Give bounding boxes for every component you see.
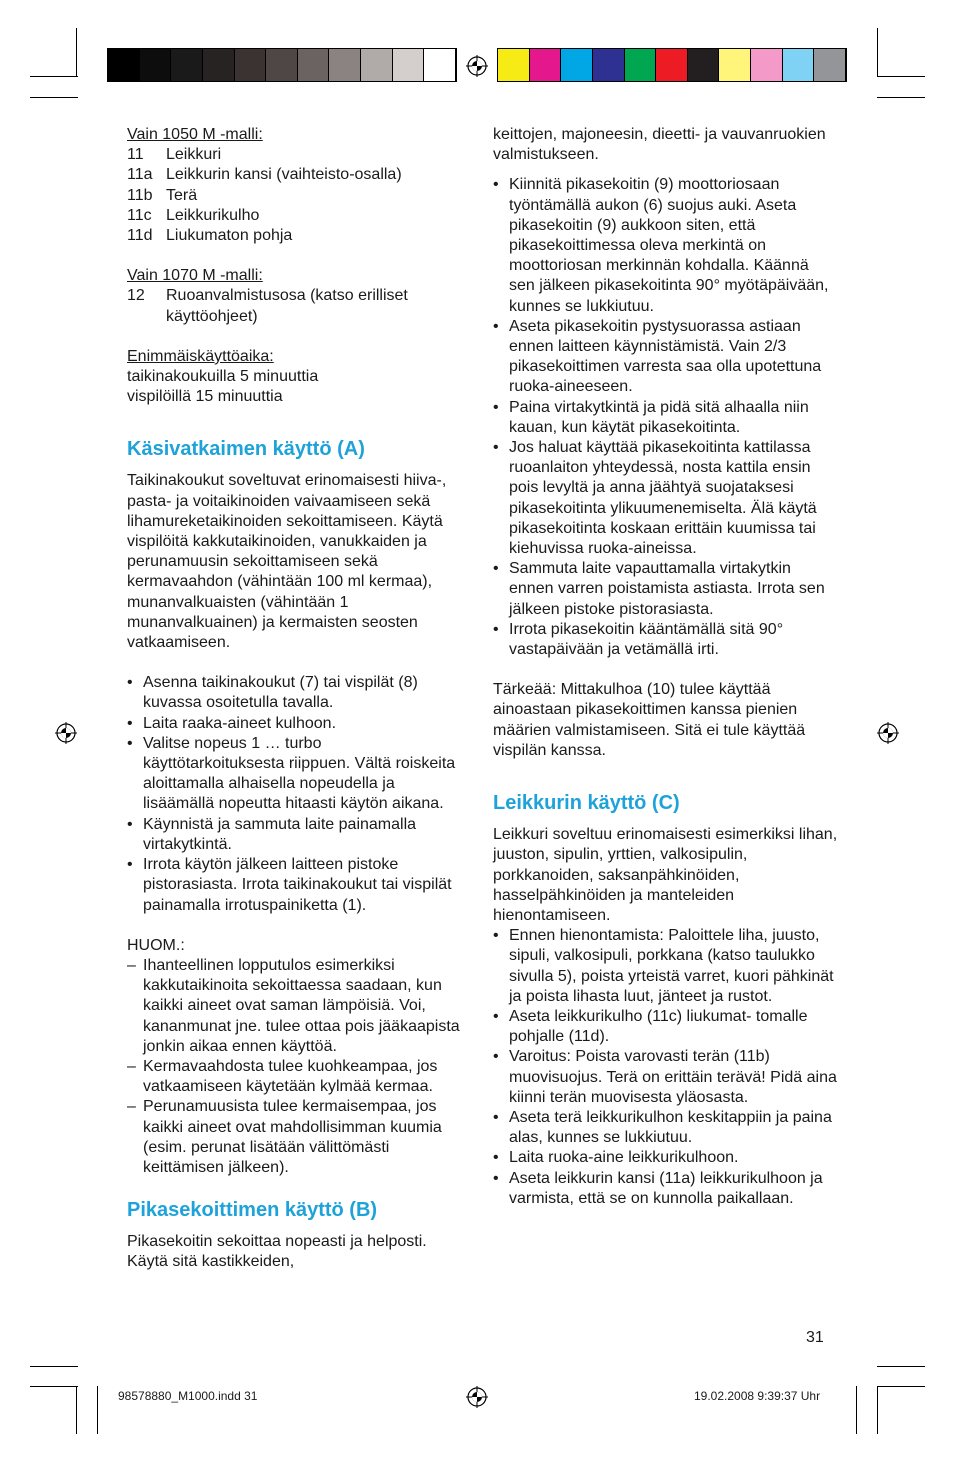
- registration-mark-icon: [55, 722, 77, 744]
- max-use-line: taikinakoukuilla 5 minuuttia: [127, 368, 319, 386]
- color-swatch: [498, 49, 530, 81]
- crop-mark: [877, 1386, 878, 1434]
- crop-mark: [30, 1386, 78, 1387]
- section-a-bullets: [127, 673, 467, 915]
- crop-mark: [877, 76, 925, 77]
- bullet-item: • Aseta leikkurikulho (11c) liukumat- tomalle pohjalle (11d).: [493, 1007, 838, 1047]
- list-item: [127, 145, 467, 165]
- color-swatch: [298, 49, 330, 81]
- note-heading: HUOM.:: [127, 936, 185, 954]
- color-swatch: [656, 49, 688, 81]
- note-item: – Perunamuusista tulee kermaisempaa, jos kaikki aineet ovat mahdollisimman kuumia (esim. perunat lisätään välittömästi keittämisen jälkeen).: [127, 1097, 467, 1178]
- bullet-item: • Varoitus: Poista varovasti terän (11b) muovisuojus. Terä on erittäin terävä! Pidä aina kiinni terän muovisesta yläosasta.: [493, 1047, 838, 1108]
- item-number: 11a: [127, 166, 153, 184]
- page-number: 31: [806, 1329, 824, 1346]
- max-use-heading: Enimmäiskäyttöaika:: [127, 347, 274, 365]
- important-note: Tärkeää: Mittakulhoa (10) tulee käyttää ainoastaan pikasekoittimen kanssa pienien määrien valmistamiseen. Sitä ei tule käyttää vispilän kanssa.: [493, 681, 806, 759]
- crop-mark: [30, 1366, 78, 1367]
- crop-mark: [76, 28, 77, 76]
- color-swatch: [561, 49, 593, 81]
- section-c-bullets: [493, 926, 838, 1209]
- color-swatch: [593, 49, 625, 81]
- section-b-intro: Pikasekoitin sekoittaa nopeasti ja helposti. Käytä sitä kastikkeiden,: [127, 1233, 427, 1271]
- grayscale-color-bar: [107, 48, 457, 82]
- bullet-item: • Laita ruoka-aine leikkurikulhoon.: [493, 1148, 838, 1168]
- bullet-item: • Sammuta laite vapauttamalla virtakytkin ennen varren poistamista astiasta. Irrota sen jälkeen pistoke pistorasiasta.: [493, 559, 838, 620]
- only-1050-heading: Vain 1050 M -malli:: [127, 126, 263, 143]
- bullet-item: • Jos haluat käyttää pikasekoitinta kattilassa ruoanlaiton yhteydessä, nosta kattila ensin pois levyltä ja anna jäähtyä suojataksesi pikasekoitinta ylikuumenemiselta. Älä käytä pikasekoitinta koskaan erittäin kuumissa tai kiehuvissa ruoka-aineissa.: [493, 438, 838, 559]
- bullet-item: • Kiinnitä pikasekoitin (9) moottoriosaan työntämällä aukon (6) suojus auki. Aseta pikasekoitin (9) aukkoon siten, että pikasekoittimessa oleva merkintä on moottoriosan merkinnän kohdalla. Käännä sen jälkeen pikasekoitinta 90° myötäpäivään, kunnes se lukkiutuu.: [493, 175, 838, 316]
- item-text: Leikkurikulho: [166, 206, 260, 224]
- crop-mark: [97, 1386, 98, 1434]
- color-swatch: [530, 49, 562, 81]
- bullet-item: • Käynnistä ja sammuta laite painamalla virtakytkintä.: [127, 815, 467, 855]
- bullet-item: • Aseta terä leikkurikulhon keskitappiin ja paina alas, kunnes se lukkiutuu.: [493, 1108, 838, 1148]
- item-text: Leikkuri: [166, 146, 222, 164]
- color-swatch: [719, 49, 751, 81]
- list-item: [127, 206, 467, 226]
- left-column: [127, 125, 467, 1273]
- bullet-item: • Asenna taikinakoukut (7) tai vispilät (8) kuvassa osoitetulla tavalla.: [127, 673, 467, 713]
- bullet-item: • Paina virtakytkintä ja pidä sitä alhaalla niin kauan, kun käytät pikasekoitinta.: [493, 398, 838, 438]
- color-swatch: [424, 49, 456, 81]
- section-a-title: Käsivatkaimen käyttö (A): [127, 438, 365, 461]
- registration-mark-icon: [466, 55, 488, 77]
- color-swatch: [140, 49, 172, 81]
- item-number: 11b: [127, 186, 153, 204]
- crop-mark: [30, 76, 78, 77]
- color-swatch: [393, 49, 425, 81]
- crop-mark: [877, 97, 925, 98]
- list-item: [127, 226, 467, 246]
- registration-mark-icon: [466, 1386, 488, 1408]
- footer-date-time: 19.02.2008 9:39:37 Uhr: [694, 1389, 821, 1403]
- note-item: – Kermavaahdosta tulee kuohkeampaa, jos vatkaamiseen käytetään kylmää kermaa.: [127, 1057, 467, 1097]
- color-swatch: [235, 49, 267, 81]
- max-use-line: vispilöillä 15 minuuttia: [127, 388, 283, 406]
- list-item: [127, 286, 467, 326]
- item-number: 11: [127, 146, 144, 164]
- color-swatch: [751, 49, 783, 81]
- bullet-item: • Ennen hienontamista: Paloittele liha, juusto, sipuli, valkosipuli, porkkana (katso taulukko sivulla 5), poista yrteistä varret, kuori pähkinät ja poista lihasta luut, jänteet ja rustot.: [493, 926, 838, 1007]
- color-swatch: [625, 49, 657, 81]
- color-swatch: [688, 49, 720, 81]
- section-b-continued: keittojen, majoneesin, dieetti- ja vauvanruokien valmistukseen.: [493, 126, 826, 164]
- section-b-bullets: [493, 175, 838, 660]
- bullet-item: • Irrota käytön jälkeen laitteen pistoke pistorasiasta. Irrota taikinakoukut tai vispilät painamalla irrotuspainiketta (1).: [127, 855, 467, 916]
- color-swatch: [171, 49, 203, 81]
- item-text: Leikkurin kansi (vaihteisto-osalla): [166, 166, 402, 184]
- footer-file-info: 98578880_M1000.indd 31: [118, 1389, 258, 1403]
- item-text: Ruoanvalmistusosa (katso erilliset käyttöohjeet): [166, 287, 408, 325]
- note-list: [127, 956, 467, 1178]
- color-swatch: [266, 49, 298, 81]
- bullet-item: • Valitse nopeus 1 … turbo käyttötarkoituksesta riippuen. Vältä roiskeita aloittamalla alhaisella nopeudella ja lisäämällä nopeutta hitaasti käytön aikana.: [127, 734, 467, 815]
- registration-mark-icon: [877, 722, 899, 744]
- item-number: 11d: [127, 227, 153, 245]
- bullet-item: • Aseta pikasekoitin pystysuorassa astiaan ennen laitteen käynnistämistä. Vain 2/3 pikasekoittimen varresta saa olla upotettuna ruoka-aineeseen.: [493, 317, 838, 398]
- note-item: – Ihanteellinen lopputulos esimerkiksi kakkutaikinoita sekoittaessa saadaan, kun kaikki aineet ovat saman lämpöisiä. Voi, kananmunat jne. tulee ottaa pois jääkaapista jonkin aikaa ennen käyttöä.: [127, 956, 467, 1057]
- only-1070-heading: Vain 1070 M -malli:: [127, 267, 263, 285]
- color-swatch: [814, 49, 846, 81]
- color-swatch: [361, 49, 393, 81]
- color-swatch: [783, 49, 815, 81]
- item-text: Liukumaton pohja: [166, 227, 293, 245]
- crop-mark: [30, 97, 78, 98]
- crop-mark: [877, 1386, 925, 1387]
- list-item: [127, 186, 467, 206]
- crop-mark: [856, 1386, 857, 1434]
- item-number: 12: [127, 287, 145, 305]
- color-swatch: [108, 49, 140, 81]
- color-swatch: [329, 49, 361, 81]
- bullet-item: • Aseta leikkurin kansi (11a) leikkurikulhoon ja varmista, että se on kunnolla paikallaan.: [493, 1169, 838, 1209]
- section-b-title: Pikasekoittimen käyttö (B): [127, 1199, 378, 1222]
- right-column: [493, 125, 838, 1209]
- section-a-intro: Taikinakoukut soveltuvat erinomaisesti hiiva-, pasta- ja voitaikinoiden vaivaamiseen sekä lihamureketaikinoiden sekoittamiseen. Käytä vispilöitä kakkutaikinoiden, vanukkaiden ja perunamuusin sekoittamiseen sekä kermavaahdon (vähintään 100 ml kermaa), munanvalkuaisten (vähintään 1 munanvalkuainen) ja kermaisten seosten vatkaamiseen.: [127, 472, 447, 652]
- crop-mark: [76, 1386, 77, 1434]
- only-1050-list: [127, 145, 467, 246]
- section-c-intro: Leikkuri soveltuu erinomaisesti esimerkiksi lihan, juuston, sipulin, yrttien, valkosipulin, porkkanoiden, saksanpähkinöiden, hasselpähkinöiden ja manteleiden hienontamiseen.: [493, 826, 838, 924]
- crop-mark: [877, 28, 878, 76]
- list-item: [127, 165, 467, 185]
- item-number: 11c: [127, 206, 152, 224]
- item-text: Terä: [166, 186, 198, 204]
- bullet-item: • Irrota pikasekoitin kääntämällä sitä 90° vastapäivään ja vetämällä irti.: [493, 620, 838, 660]
- crop-mark: [877, 1366, 925, 1367]
- process-color-bar: [497, 48, 847, 82]
- section-c-title: Leikkurin käyttö (C): [493, 792, 680, 815]
- color-swatch: [203, 49, 235, 81]
- bullet-item: • Laita raaka-aineet kulhoon.: [127, 714, 467, 734]
